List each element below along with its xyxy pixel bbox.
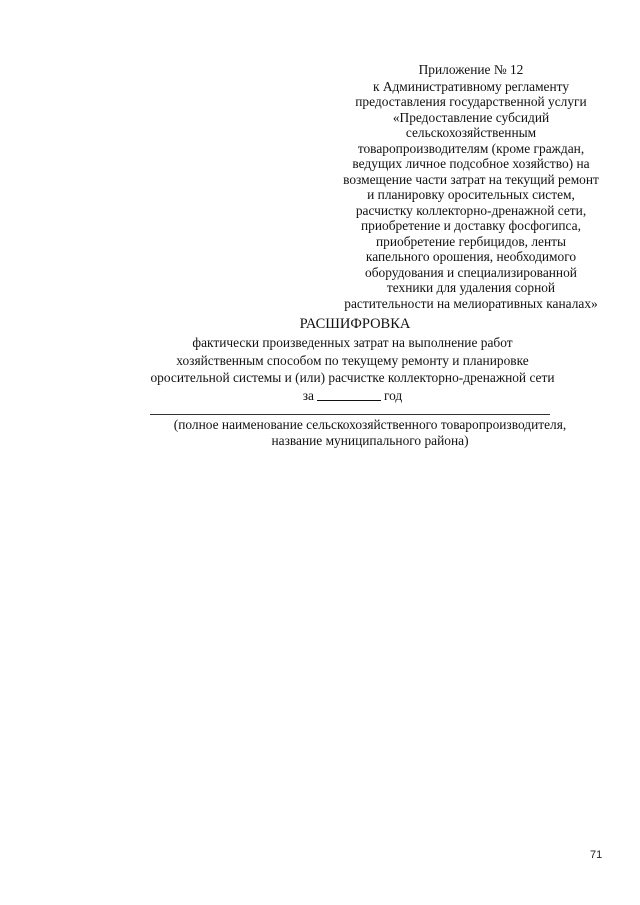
producer-name-blank-line[interactable] xyxy=(150,414,550,415)
period-prefix: за xyxy=(302,387,314,403)
period-suffix: год xyxy=(383,387,403,403)
appendix-line: и планировку оросительных систем, xyxy=(367,187,575,202)
period-blank-field[interactable] xyxy=(317,388,381,401)
appendix-line: ведущих личное подсобное хозяйство) на xyxy=(352,156,590,171)
appendix-block xyxy=(306,62,636,311)
appendix-line: сельскохозяйственным xyxy=(405,125,537,140)
producer-note-line: название муниципального района) xyxy=(271,433,469,448)
appendix-line: предоставления государственной услуги xyxy=(355,94,587,109)
description-line: оросительной системы и (или) расчистке коллекторно-дренажной сети xyxy=(150,370,555,385)
description-line: фактически произведенных затрат на выполнение работ xyxy=(192,335,513,350)
appendix-line: техники для удаления сорной xyxy=(386,280,556,295)
period-line xyxy=(0,387,640,405)
producer-note-line: (полное наименование сельскохозяйственного товаропроизводителя, xyxy=(173,417,567,432)
appendix-line: к Административному регламенту xyxy=(372,78,570,94)
appendix-line: растительности на мелиоративных каналах» xyxy=(344,295,598,311)
page-number: 71 xyxy=(590,849,603,861)
appendix-number: Приложение № 12 xyxy=(418,62,524,77)
appendix-line: приобретение гербицидов, ленты xyxy=(375,233,567,249)
producer-note xyxy=(0,417,640,449)
appendix-line: возмещение части затрат на текущий ремонт xyxy=(343,171,599,187)
appendix-line: капельного орошения, необходимого xyxy=(365,249,577,264)
document-title: РАСШИФРОВКА xyxy=(299,316,411,332)
appendix-line: «Предоставление субсидий xyxy=(392,109,550,125)
appendix-line: приобретение и доставку фосфогипса, xyxy=(361,218,581,233)
appendix-line: товаропроизводителям (кроме граждан, xyxy=(357,140,585,156)
description-line: хозяйственным способом по текущему ремонту и планировке xyxy=(176,352,529,368)
document-description xyxy=(0,334,640,404)
appendix-line: расчистку коллекторно-дренажной сети, xyxy=(355,202,587,218)
appendix-line: оборудования и специализированной xyxy=(365,264,577,280)
